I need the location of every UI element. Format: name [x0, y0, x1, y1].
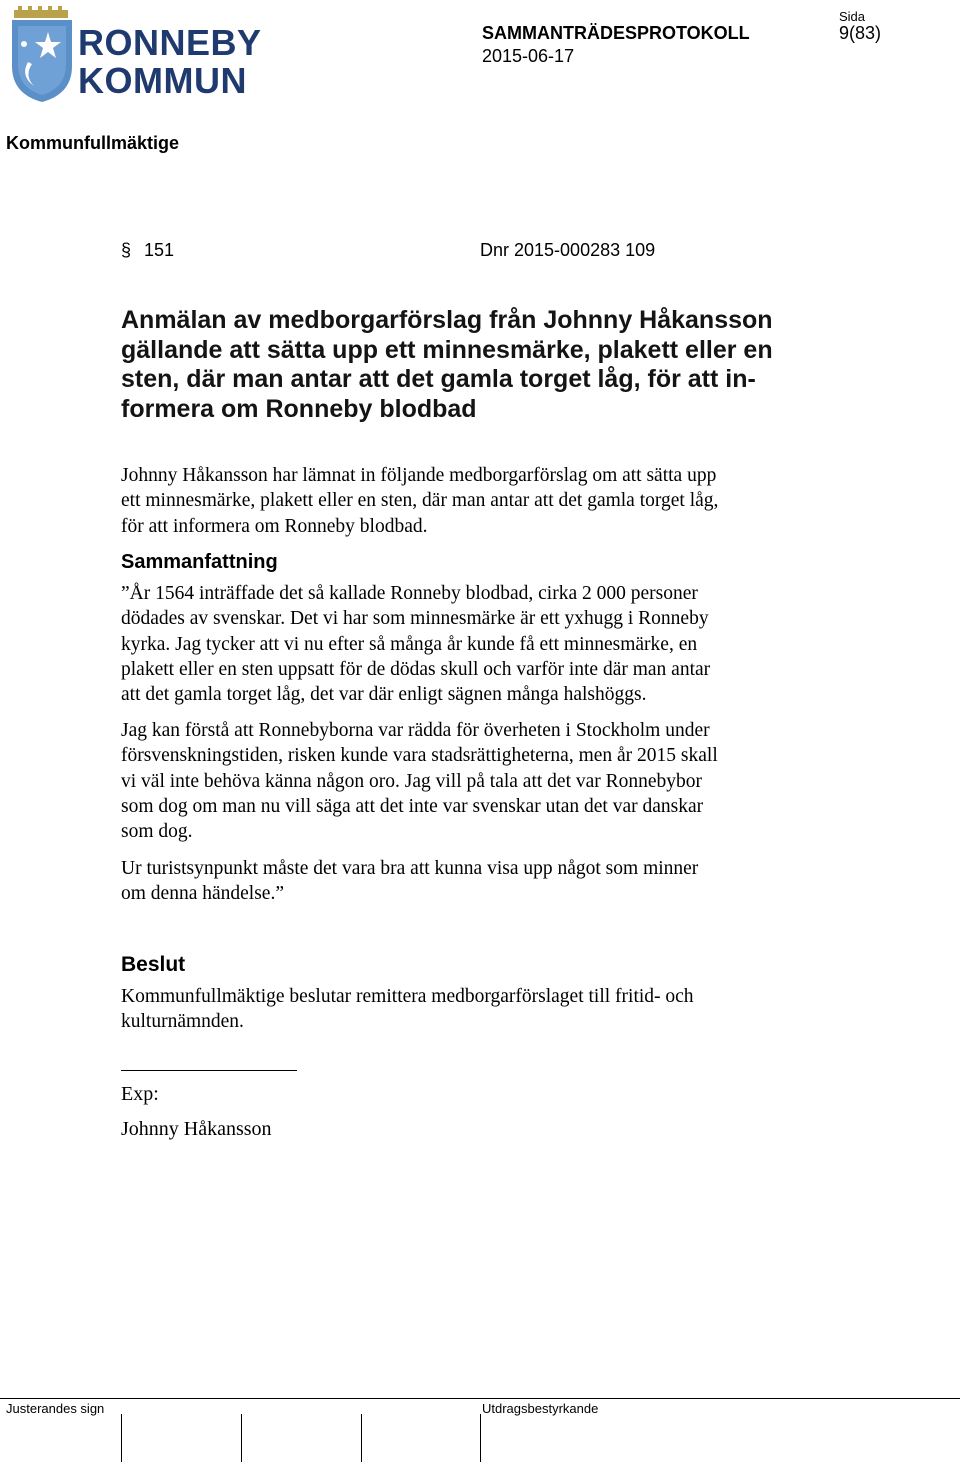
text-line: vi väl inte behöva känna någon oro. Jag vill på tala att det var Ronnebybor [121, 770, 703, 792]
quote-paragraph-1 [121, 581, 821, 707]
text-line: plakett eller en sten uppsatt för de dödas skull och varför inte där man antar [121, 658, 711, 680]
distribution-label: Exp: [121, 1083, 159, 1105]
page-number: 9(83) [839, 23, 882, 43]
title-line: Anmälan av medborgarförslag från Johnny Håkansson [121, 306, 773, 334]
summary-heading: Sammanfattning [121, 551, 278, 573]
signature-box-divider [361, 1414, 362, 1462]
section-number-line [121, 240, 174, 261]
page-label: Sida [839, 9, 866, 24]
signature-label: Justerandes sign [6, 1401, 105, 1416]
logo-line-1: RONNEBY [78, 22, 262, 63]
signature-box-divider [480, 1414, 481, 1462]
text-line: som dog om man nu vill säga att det inte var svenskar utan det var danskar [121, 795, 704, 817]
text-line: dödades av svenskar. Det vi har som minnesmärke är ett yxhugg i Ronneby [121, 608, 709, 630]
document-type: SAMMANTRÄDESPROTOKOLL [482, 23, 750, 43]
decision-heading: Beslut [121, 953, 186, 976]
signature-box-divider [241, 1414, 242, 1462]
text-line: som dog. [121, 821, 193, 843]
text-line: för att informera om Ronneby blodbad. [121, 515, 428, 537]
body-name: Kommunfullmäktige [6, 133, 180, 153]
logo-wordmark [78, 24, 262, 100]
text-line: kyrka. Jag tycker att vi nu efter så många år kunde få ett minnesmärke, en [121, 633, 698, 655]
section-number: 151 [144, 240, 175, 260]
section-title [121, 306, 811, 424]
distribution-recipient: Johnny Håkansson [121, 1118, 272, 1140]
quote-paragraph-3 [121, 856, 821, 907]
title-line: gällande att sätta upp ett minnesmärke, plakett eller en [121, 335, 773, 364]
text-line: kulturnämnden. [121, 1011, 244, 1033]
certification-label: Utdragsbestyrkande [482, 1401, 599, 1416]
text-line: att det gamla torget låg, det var där enligt sägnen många halshöggs. [121, 684, 647, 706]
text-line: ett minnesmärke, plakett eller en sten, där man antar att det gamla torget låg, [121, 490, 719, 512]
paragraph-sign: § [121, 240, 132, 260]
quote-paragraph-2 [121, 718, 821, 844]
text-line: Ur turistsynpunkt måste det vara bra att kunna visa upp något som minner [121, 858, 699, 879]
case-number: Dnr 2015-000283 109 [480, 240, 656, 260]
text-line: Jag kan förstå att Ronnebyborna var rädda för överheten i Stockholm under [121, 720, 710, 741]
decision-paragraph [121, 984, 821, 1035]
title-line: formera om Ronneby blodbad [121, 394, 477, 423]
title-line: sten, där man antar att det gamla torget låg, för att in- [121, 365, 756, 393]
signature-box-divider [121, 1414, 122, 1462]
text-line: ”År 1564 inträffade det så kallade Ronneby blodbad, cirka 2 000 personer [121, 583, 698, 604]
text-line: Johnny Håkansson har lämnat in följande medborgarförslag om att sätta upp [121, 465, 717, 486]
text-line: om denna händelse.” [121, 883, 284, 905]
divider [121, 1070, 297, 1071]
footer-divider [0, 1398, 960, 1399]
logo-line-2: KOMMUN [78, 60, 247, 101]
meeting-date: 2015-06-17 [482, 46, 575, 66]
intro-paragraph [121, 463, 821, 539]
text-line: Kommunfullmäktige beslutar remittera medborgarförslaget till fritid- och [121, 986, 694, 1007]
text-line: försvenskningstiden, risken kunde vara stadsrättigheterna, men år 2015 skall [121, 745, 718, 767]
coat-of-arms-icon [8, 4, 78, 104]
